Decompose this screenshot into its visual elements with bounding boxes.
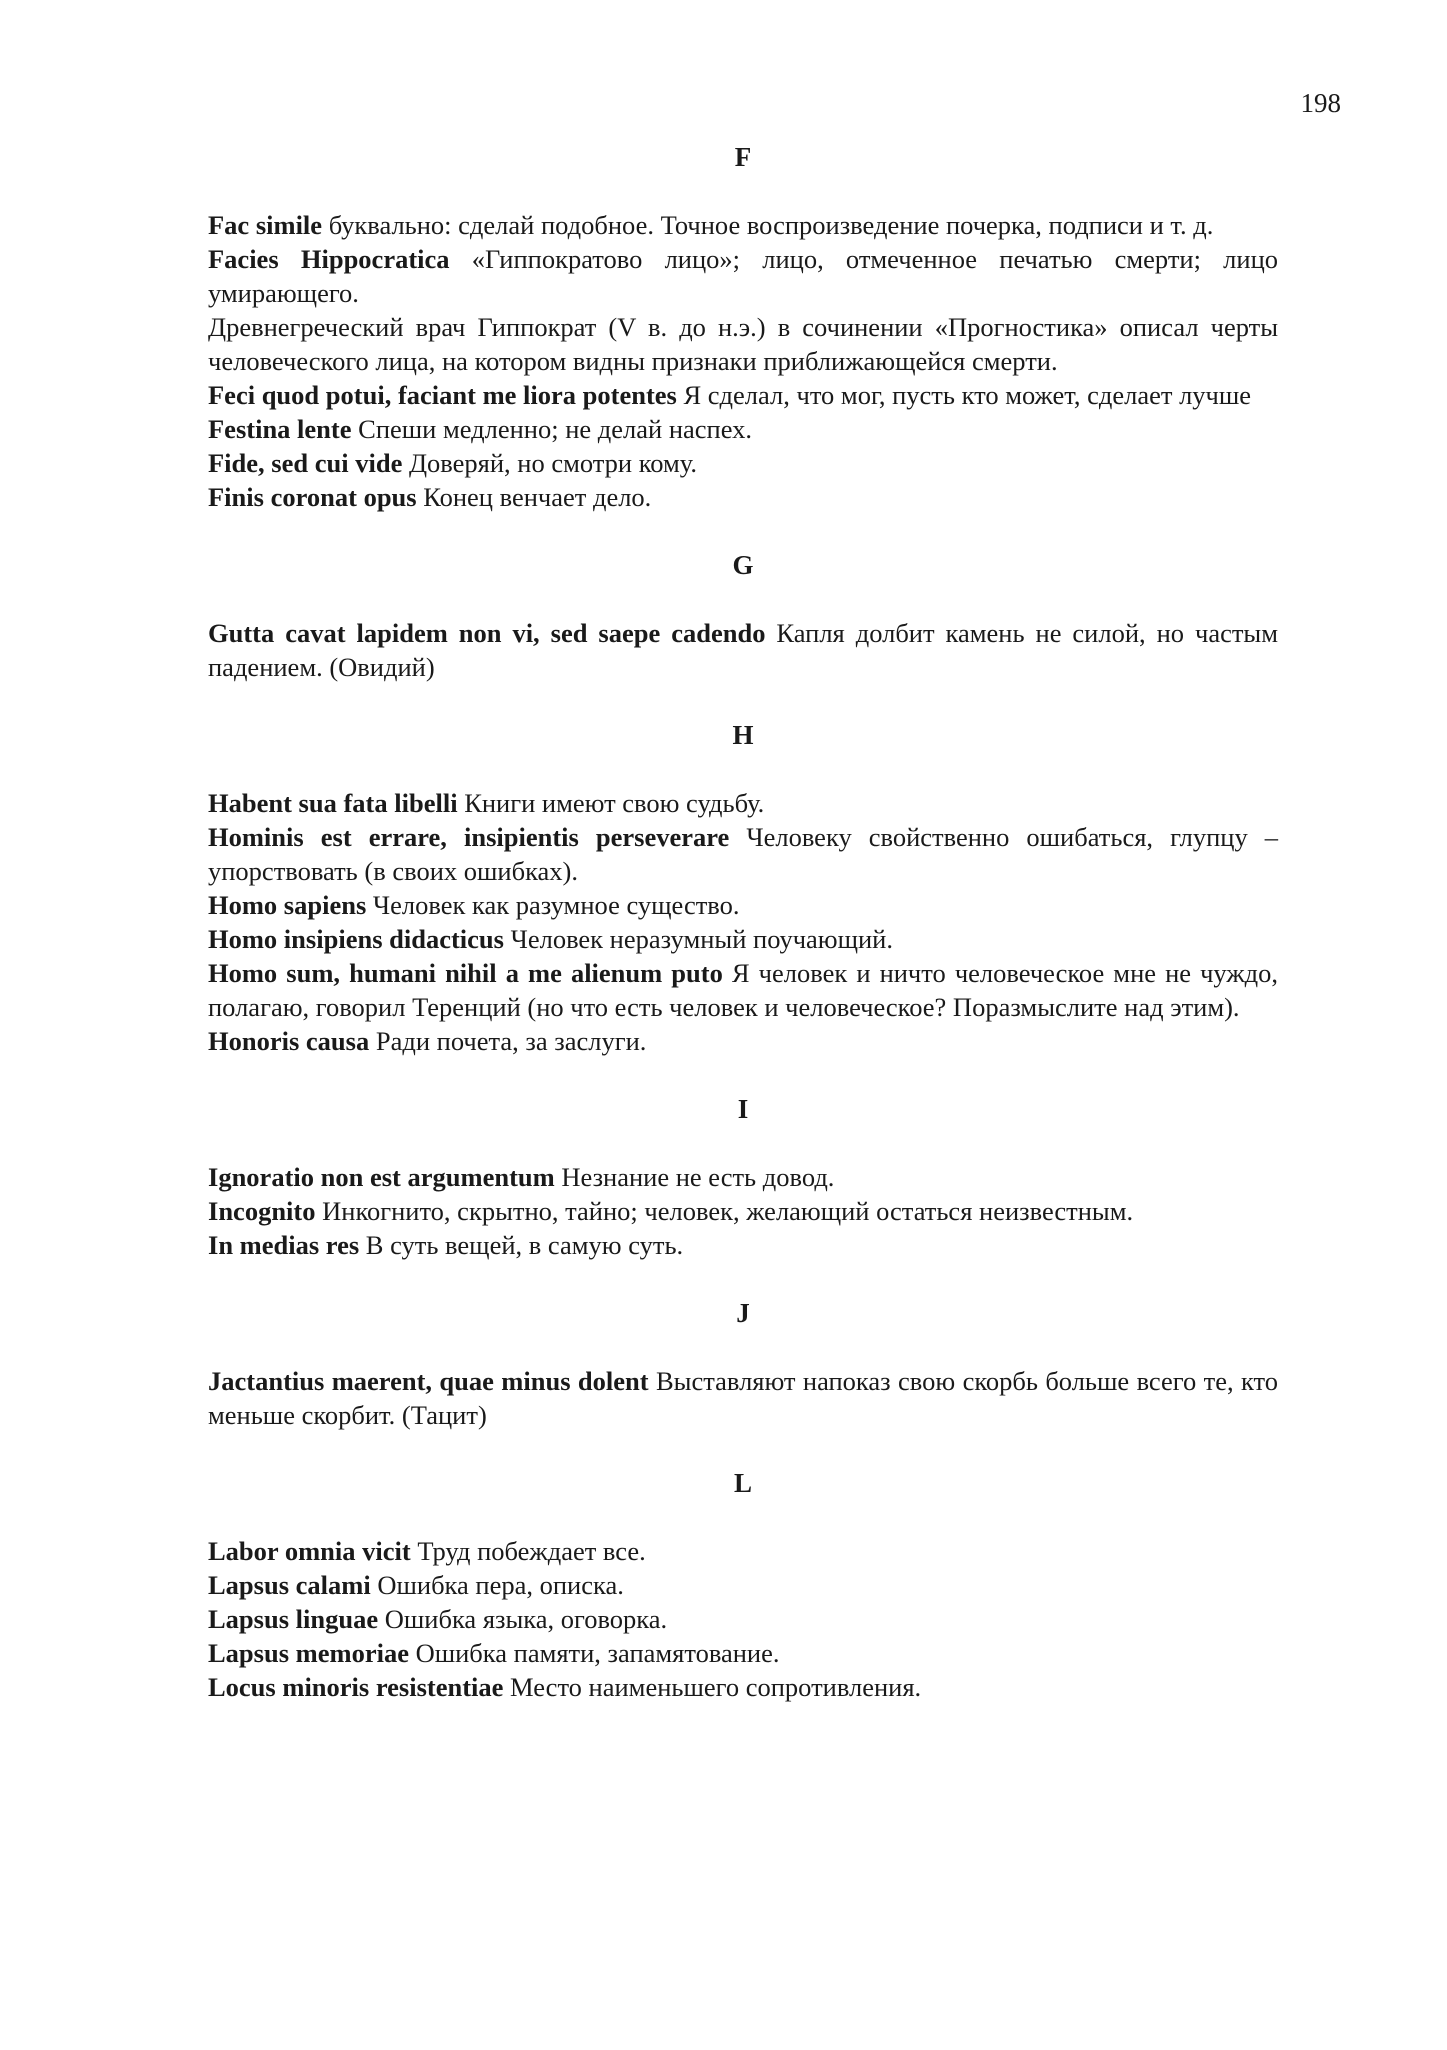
entry-lapsus-memoriae: [208, 1636, 1278, 1670]
entries-i: [208, 1160, 1278, 1262]
entry-lapsus-linguae: [208, 1602, 1278, 1636]
entry-hominis-est-errare: [208, 820, 1278, 888]
entry-fide-sed-cui-vide: [208, 446, 1278, 480]
entry-term: Homo sapiens: [208, 890, 367, 920]
entry-term: Finis coronat opus: [208, 482, 417, 512]
entry-definition: Я сделал, что мог, пусть кто может, сделает лучше: [676, 380, 1252, 410]
entry-definition: Незнание не есть довод.: [554, 1162, 835, 1192]
letter-heading-h: H: [732, 720, 754, 750]
entry-term: Fac simile: [208, 210, 323, 240]
entry-term: Incognito: [208, 1196, 316, 1226]
entry-definition: «Гиппократово лицо»; лицо, отмеченное печатью смерти; лицо умирающего.: [208, 244, 1279, 308]
entry-facies-hippocratica: [208, 242, 1278, 310]
entry-definition: Доверяй, но смотри кому.: [402, 448, 698, 478]
entry-in-medias-res: [208, 1228, 1278, 1262]
entry-finis-coronat-opus: [208, 480, 1278, 514]
entry-homo-sum: [208, 956, 1278, 1024]
letter-heading-g: G: [732, 550, 754, 580]
section-g: [208, 514, 1278, 684]
entry-definition: Инкогнито, скрытно, тайно; человек, желающий остаться неизвестным.: [315, 1196, 1134, 1226]
entry-hippocrates-note: [208, 310, 1278, 378]
entry-term: Hominis est errare, insipientis perseverare: [208, 822, 730, 852]
entry-definition: Человеку свойственно ошибаться, глупцу – упорствовать (в своих ошибках).: [208, 822, 1278, 886]
entry-term: Lapsus memoriae: [208, 1638, 409, 1668]
entry-homo-insipiens-didacticus: [208, 922, 1278, 956]
entry-definition: Человек как разумное существо.: [366, 890, 740, 920]
entry-habent-sua-fata-libelli: [208, 786, 1278, 820]
entries-f: [208, 208, 1278, 514]
entry-definition: Выставляют напоказ свою скорбь больше всего те, кто меньше скорбит. (Тацит): [208, 1366, 1278, 1430]
entry-term: Locus minoris resistentiae: [208, 1672, 504, 1702]
entry-definition: Ошибка памяти, запамятование.: [408, 1638, 780, 1668]
entry-definition: Ошибка пера, описка.: [370, 1570, 624, 1600]
section-l: [208, 1432, 1278, 1704]
entry-term: Homo sum, humani nihil a me alienum puto: [208, 958, 723, 988]
entry-term: Habent sua fata libelli: [208, 788, 458, 818]
entry-definition: Ошибка языка, оговорка.: [378, 1604, 668, 1634]
entry-locus-minoris-resistentiae: [208, 1670, 1278, 1704]
entry-definition: Труд побеждает все.: [410, 1536, 646, 1566]
entry-term: Lapsus linguae: [208, 1604, 379, 1634]
entry-homo-sapiens: [208, 888, 1278, 922]
entry-definition: Спеши медленно; не делай наспех.: [351, 414, 753, 444]
letter-heading-j: J: [736, 1298, 750, 1328]
entry-gutta-cavat-lapidem: [208, 616, 1278, 684]
entry-honoris-causa: [208, 1024, 1278, 1058]
entries-j: [208, 1364, 1278, 1432]
entry-incognito: [208, 1194, 1278, 1228]
letter-heading-l: L: [733, 1468, 752, 1498]
entry-jactantius-maerent: [208, 1364, 1278, 1432]
letter-heading-f: F: [734, 142, 752, 172]
entry-term: Gutta cavat lapidem non vi, sed saepe cadendo: [208, 618, 766, 648]
entry-definition: Конец венчает дело.: [416, 482, 652, 512]
entry-definition: Книги имеют свою судьбу.: [457, 788, 765, 818]
entry-labor-omnia-vicit: [208, 1534, 1278, 1568]
section-i: [208, 1058, 1278, 1262]
entry-term: Lapsus calami: [208, 1570, 371, 1600]
entry-definition: Я человек и ничто человеческое мне не чуждо, полагаю, говорил Теренций (но что есть человек и человеческое? Поразмыслите над этим).: [208, 958, 1278, 1022]
entry-definition: буквально: сделай подобное. Точное воспроизведение почерка, подписи и т. д.: [322, 210, 1214, 240]
entry-term: Honoris causa: [208, 1026, 370, 1056]
entry-fac-simile: [208, 208, 1278, 242]
entries-h: [208, 786, 1278, 1058]
section-j: [208, 1262, 1278, 1432]
entry-term: Homo insipiens didacticus: [208, 924, 504, 954]
entry-definition: В суть вещей, в самую суть.: [359, 1230, 684, 1260]
entry-term: In medias res: [208, 1230, 360, 1260]
entry-definition: Место наименьшего сопротивления.: [503, 1672, 922, 1702]
entry-definition: Ради почета, за заслуги.: [369, 1026, 647, 1056]
entry-term: Ignoratio non est argumentum: [208, 1162, 555, 1192]
entries-l: [208, 1534, 1278, 1704]
entry-ignoratio-non-est-argumentum: [208, 1160, 1278, 1194]
entry-feci-quod-potui: [208, 378, 1278, 412]
section-h: [208, 684, 1278, 1058]
dictionary-content: [208, 140, 1278, 1704]
entry-definition: Капля долбит камень не силой, но частым падением. (Овидий): [208, 618, 1279, 682]
letter-heading-i: I: [737, 1094, 749, 1124]
entry-term: Fide, sed cui vide: [208, 448, 403, 478]
entry-term: Labor omnia vicit: [208, 1536, 411, 1566]
entry-term: Feci quod potui, faciant me liora potentes: [208, 380, 677, 410]
entry-term: Jactantius maerent, quae minus dolent: [208, 1366, 649, 1396]
entry-definition: Человек неразумный поучающий.: [503, 924, 893, 954]
entries-g: [208, 616, 1278, 684]
entry-term: Festina lente: [208, 414, 352, 444]
section-f: [208, 140, 1278, 514]
entry-lapsus-calami: [208, 1568, 1278, 1602]
entry-term: Facies Hippocratica: [208, 244, 450, 274]
entry-festina-lente: [208, 412, 1278, 446]
page-number: 198: [1300, 88, 1341, 118]
entry-definition: Древнегреческий врач Гиппократ (V в. до н.э.) в сочинении «Прогностика» описал черты человеческого лица, на котором видны признаки приближающейся смерти.: [208, 312, 1278, 376]
